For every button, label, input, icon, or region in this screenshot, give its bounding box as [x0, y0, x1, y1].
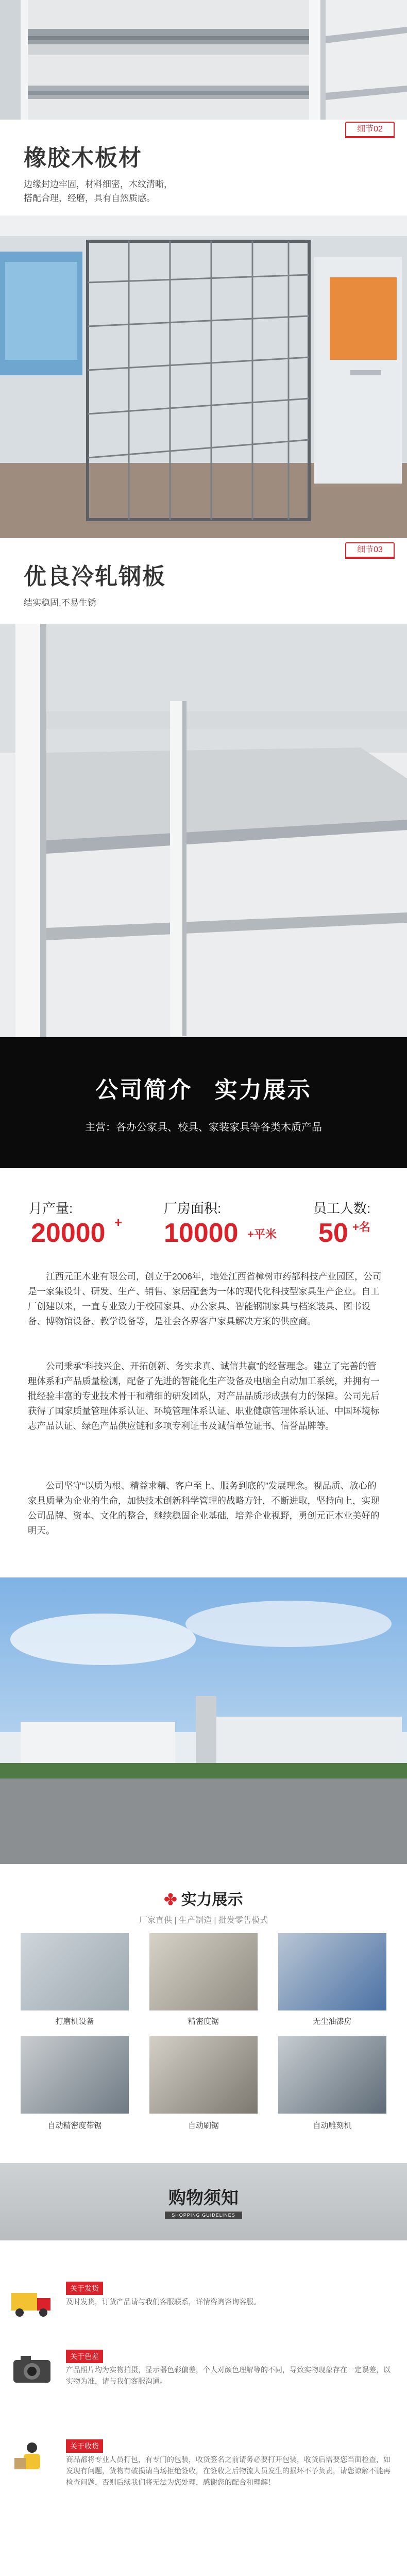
strength-caption-6: 自动雕刻机	[313, 2121, 352, 2130]
strength-caption-1: 打磨机设备	[55, 2017, 94, 2026]
company-strength-title: 实力展示	[214, 1077, 312, 1103]
courier-person-icon	[10, 2440, 54, 2478]
purchase-title: 购物须知	[168, 2188, 239, 2208]
strength-title-icon: ✤	[164, 1891, 177, 1908]
company-intro-paragraph-1: 江西元正木业有限公司，创立于2006年，地处江西省樟树市药都科技产业园区，公司是一家集设计、研发、生产、销售、家居配套为一体的现代化科技型家具生产企业。自工厂创建以来，一直专业致力于校园家具、办公家具、智能钢制家具与档案装具、图书设备、博物馆设备、教学设备等，是社会各界客户家具解决方案的供应商。	[28, 1271, 382, 1326]
strength-photo-6	[278, 2036, 386, 2114]
strength-subtitle: 厂家直供 | 生产制造 | 批发零售模式	[139, 1916, 268, 1925]
stat-employees-value: 50	[318, 1218, 348, 1248]
purchase-item-receipt-tag: 关于收货	[66, 2439, 103, 2453]
company-profile-title: 公司简介	[95, 1077, 193, 1103]
company-banner-title	[0, 1071, 407, 1104]
detail-03-tag: 细节03	[345, 542, 395, 558]
purchase-item-color-text: 产品照片均为实物拍摄，显示器色彩偏差，个人对颜色理解等的不同，导致实物现象存在一定误差，以实物为准，请与我们客服沟通。	[66, 2366, 391, 2385]
strength-photo-2	[149, 1933, 258, 2010]
purchase-item-color	[10, 2349, 397, 2393]
detail-02-desc-line2: 搭配合理，经磨，具有自然质感。	[24, 193, 155, 203]
steel-shelf-illustration	[0, 624, 407, 1037]
bookshelf-library-photo	[0, 215, 407, 538]
stat-monthly-output-value: 20000	[31, 1218, 106, 1248]
strength-title-text: 实力展示	[181, 1891, 243, 1908]
strength-caption-3: 无尘油漆房	[313, 2017, 352, 2026]
shelf-top-photo	[0, 0, 407, 120]
strength-photo-3	[278, 1933, 386, 2010]
detail-02-desc-line1: 边缘封边牢固，材料细密，木纹清晰，	[24, 179, 173, 189]
stat-factory-area-label: 厂房面积:	[164, 1201, 222, 1216]
purchase-item-shipping-text: 及时发货，订货产品请与我们客服联系，详情咨询咨询客服。	[66, 2298, 261, 2306]
purchase-subtitle: SHOPPING GUIDELINES	[165, 2212, 242, 2219]
stat-employees-unit: +名	[352, 1221, 370, 1234]
purchase-item-receipt-text: 商品都将专业人员打包，有专门的包装，收货签名之前请务必要打开包装，收货后需要您当面检查，如发现有问题，货物有破损请当场拒绝签收，在签收之后物流人员发生的损坏不予负责，请您谅解不能再检查问题，否则后续我们将无法为您处理，感谢您的配合和理解！	[66, 2455, 391, 2486]
stat-factory-area-unit: +平米	[247, 1228, 277, 1241]
purchase-item-receipt	[10, 2438, 397, 2541]
strength-title	[0, 1887, 407, 1909]
purchase-header	[0, 2163, 407, 2240]
factory-exterior-illustration	[0, 1577, 407, 1864]
detail-03-title: 优良冷轧钢板	[24, 564, 166, 589]
strength-caption-5: 自动刷锯	[188, 2121, 219, 2130]
detail-03-desc: 结实稳固,不易生锈	[24, 598, 96, 608]
company-banner	[0, 1037, 407, 1168]
stat-monthly-output-label: 月产量:	[29, 1201, 73, 1216]
strength-photo-5	[149, 2036, 258, 2114]
delivery-truck-icon	[10, 2283, 54, 2320]
camera-icon	[10, 2351, 54, 2388]
purchase-item-shipping	[10, 2281, 397, 2325]
strength-photo-4	[21, 2036, 129, 2114]
detail-02-tag: 细节02	[345, 122, 395, 137]
company-intro-paragraph-3: 公司坚守“以质为根、精益求精、客户至上、服务到底的”发展理念。视品质、放心的家具质量为企业的生命，加快技术创新科学管理的战略方针，不断进取，坚持向上，实现公司品牌、资本、文化的整合，继续稳固企业基础，培养企业视野，勇创元正木业美好的明天。	[28, 1481, 380, 1536]
shelf-top-illustration	[0, 0, 407, 120]
factory-exterior-photo	[0, 1577, 407, 1864]
strength-caption-4: 自动精密度带锯	[47, 2121, 102, 2130]
stat-employees-label: 员工人数:	[313, 1201, 371, 1216]
purchase-item-color-tag: 关于色差	[66, 2350, 103, 2363]
strength-caption-2: 精密度锯	[188, 2017, 219, 2026]
bookshelf-illustration	[0, 215, 407, 538]
stat-monthly-output-unit: +	[114, 1215, 123, 1230]
steel-shelf-photo	[0, 624, 407, 1037]
strength-photo-1	[21, 1933, 129, 2010]
stat-factory-area-value: 10000	[164, 1218, 239, 1248]
company-business-scope: 主营：各办公家具、校具、家装家具等各类木质产品	[85, 1122, 322, 1133]
detail-02-title: 橡胶木板材	[24, 145, 142, 171]
company-intro-paragraph-2: 公司秉承“科技兴企、开拓创新、务实求真、诚信共赢”的经营理念。建立了完善的管理体系和产品质量检测，配备了先进的智能化生产设备及电脑全自动加工系统，并拥有一批经验丰富的专业技术骨干和精细的研发团队，对产品品质形成强有力的保障。公司先后获得了国家质量管理体系认证、环境管理体系认证、职业健康管理体系认证、中国环境标志产品认证、绿色产品供应链和多项专利证书及诚信单位证书、信誉品牌等。	[28, 1361, 380, 1431]
purchase-item-shipping-tag: 关于发货	[66, 2282, 103, 2295]
